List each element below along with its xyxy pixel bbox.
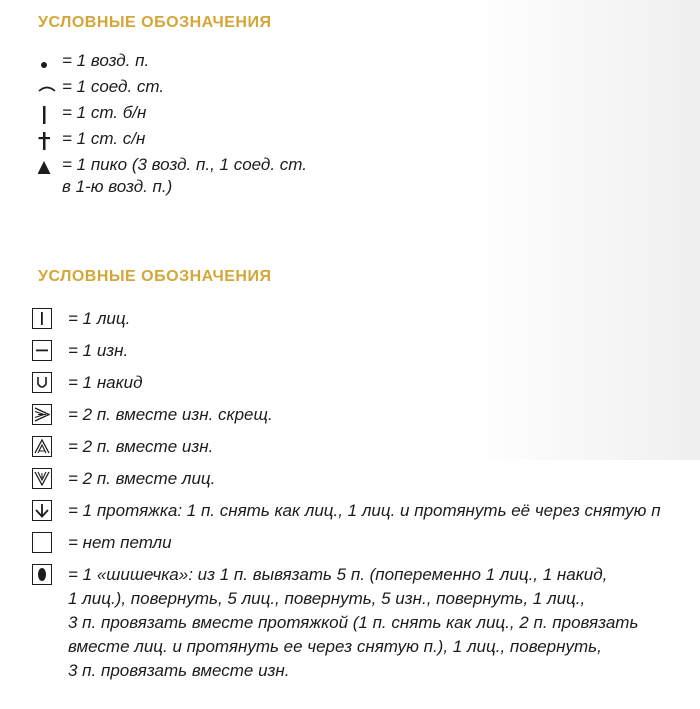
arc-icon (38, 79, 56, 99)
legend-text: = нет петли (68, 533, 172, 552)
legend-text: = 1 ст. с/н (62, 129, 146, 148)
purl-two-together-icon (32, 436, 52, 457)
legend-text: = 2 п. вместе изн. скрещ. (68, 405, 273, 424)
cross-icon (38, 131, 56, 151)
legend-text: = 1 соед. ст. (62, 77, 165, 96)
triangle-icon (38, 157, 56, 177)
vertical-bar-icon (38, 105, 56, 125)
section-heading-knitting: УСЛОВНЫЕ ОБОЗНАЧЕНИЯ (38, 268, 272, 285)
legend-text: = 2 п. вместе изн. (68, 437, 214, 456)
legend-text: = 1 ст. б/н (62, 103, 147, 122)
legend-text: = 1 возд. п. (62, 51, 150, 70)
knit-two-together-icon (32, 468, 52, 489)
legend-text-line: 3 п. провязать вместе изн. (68, 661, 290, 680)
bobble-icon (32, 564, 52, 585)
pull-over-icon (32, 500, 52, 521)
purl-stitch-icon (32, 340, 52, 361)
knit-stitch-icon (32, 308, 52, 329)
no-stitch-icon (32, 532, 52, 553)
dot-icon (38, 53, 56, 73)
legend-text-line: = 1 пико (3 возд. п., 1 соед. ст. (62, 155, 307, 174)
background-pattern (470, 0, 700, 460)
legend-text: = 1 накид (68, 373, 143, 392)
legend-text: = 1 протяжка: 1 п. снять как лиц., 1 лиц. и протянуть её через снятую п (68, 501, 661, 520)
legend-text: = 2 п. вместе лиц. (68, 469, 216, 488)
yarn-over-icon (32, 372, 52, 393)
legend-text-line: в 1-ю возд. п.) (62, 177, 173, 196)
legend-text-multiline (68, 563, 638, 683)
legend-text-line: 3 п. провязать вместе протяжкой (1 п. снять как лиц., 2 п. провязать (68, 613, 639, 632)
legend-text: = 1 лиц. (68, 309, 131, 328)
legend-text-line: 1 лиц.), повернуть, 5 лиц., повернуть, 5 изн., повернуть, 1 лиц., (68, 589, 586, 608)
legend-text-line: = 1 «шишечка»: из 1 п. вывязать 5 п. (попеременно 1 лиц., 1 накид, (68, 565, 608, 584)
legend-text: = 1 изн. (68, 341, 129, 360)
legend-text-line: вместе лиц. и протянуть ее через снятую п.), 1 лиц., повернуть, (68, 637, 602, 656)
legend-text-multiline (62, 154, 307, 198)
section-heading-crochet: УСЛОВНЫЕ ОБОЗНАЧЕНИЯ (38, 14, 272, 31)
purl-two-crossed-icon (32, 404, 52, 425)
